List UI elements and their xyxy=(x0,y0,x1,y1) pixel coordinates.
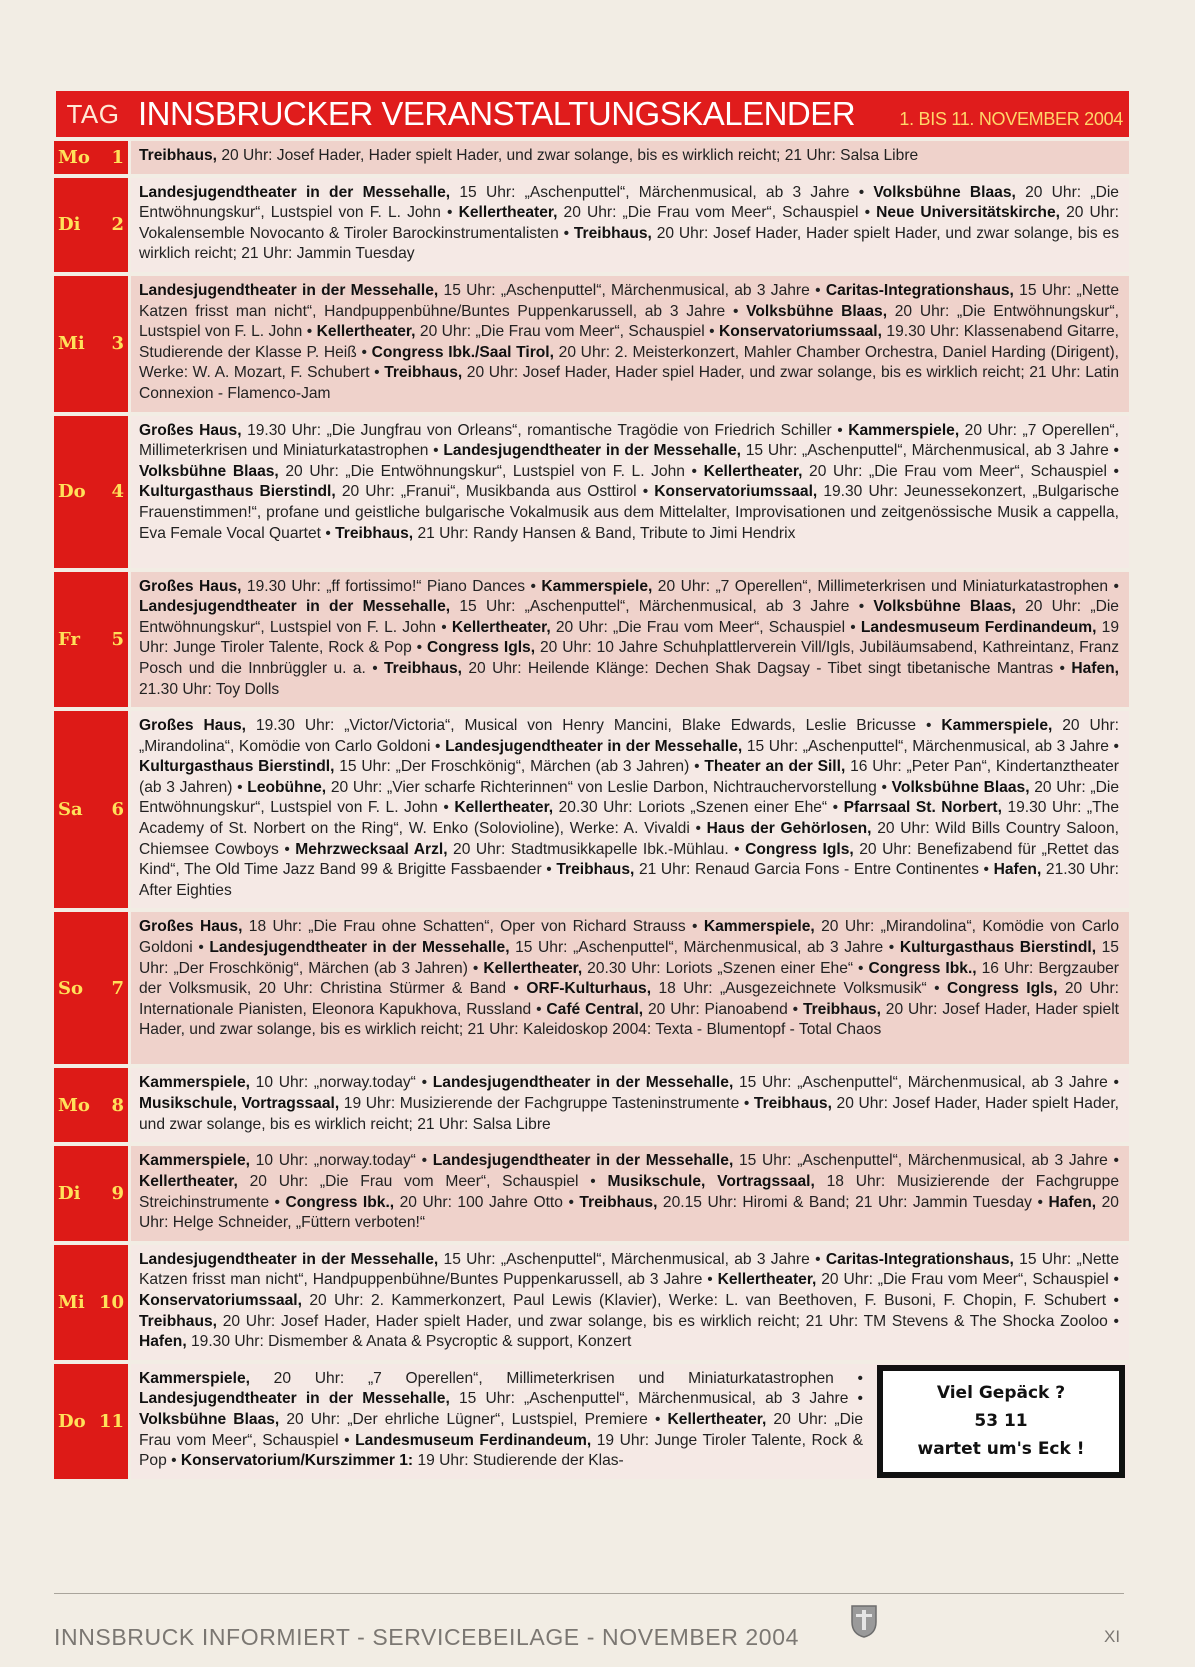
event-venue: Kellertheater, xyxy=(458,204,558,222)
event-details: 21 Uhr: Renaud Garcia Fons - Entre Continentes • xyxy=(634,861,994,879)
event-details: 19 Uhr: Junge Tiroler Talente, Rock & Pop • xyxy=(139,618,1120,657)
event-details: 20 Uhr: „Die Entwöhnungskur“, Lustspiel von F. L. John • xyxy=(139,598,1119,636)
day-label xyxy=(54,912,128,1064)
event-venue: Musikschule, Vortragssaal, xyxy=(607,1173,815,1191)
event-details: 15 Uhr: „Nette Katzen frisst man nicht“, Handpuppenbühne/Buntes Puppenkarussell, ab 3 Jahre • xyxy=(139,1250,1119,1289)
day-label xyxy=(54,141,128,174)
event-venue: Hafen, xyxy=(139,1333,187,1351)
event-details: 15 Uhr: „Nette Katzen frisst man nicht“, Handpuppenbühne/Buntes Puppenkarussell, ab 3 Jahre • xyxy=(139,281,1119,320)
weekday: Mi xyxy=(58,333,85,355)
event-details: 20 Uhr: „7 Operellen“, Millimeterkrisen und Miniaturkatastrophen • xyxy=(139,421,1120,460)
event-venue: ORF-Kulturhaus, xyxy=(526,980,652,998)
day-events xyxy=(131,711,1129,908)
calendar-rows xyxy=(54,137,1129,1479)
event-details: 20 Uhr: „Die Entwöhnungskur“, Lustspiel von F. L. John • xyxy=(139,778,1119,817)
event-venue: Landesjugendtheater in der Messehalle, xyxy=(432,1074,734,1092)
day-events xyxy=(131,1146,1129,1240)
event-venue: Landesjugendtheater in der Messehalle, xyxy=(139,183,451,201)
day-label xyxy=(54,178,128,272)
day-label xyxy=(54,1364,128,1479)
event-venue: Landesjugendtheater in der Messehalle, xyxy=(139,281,439,299)
event-venue: Café Central, xyxy=(546,1000,644,1018)
event-details: 19 Uhr: Studierende der Klas- xyxy=(413,1452,624,1470)
event-venue: Großes Haus, xyxy=(139,717,246,735)
event-details: 15 Uhr: „Aschenputtel“, Märchenmusical, ab 3 Jahre • xyxy=(733,1152,1120,1170)
day-row xyxy=(54,572,1129,708)
event-venue: Caritas-Integrationshaus, xyxy=(825,281,1014,299)
events-text xyxy=(139,1369,877,1472)
date-range: 1. BIS 11. NOVEMBER 2004 xyxy=(899,108,1123,129)
event-details: 15 Uhr: „Aschenputtel“, Märchenmusical, ab 3 Jahre • xyxy=(450,183,874,201)
event-venue: Hafen, xyxy=(1071,659,1120,677)
event-details: 20 Uhr: „Die Entwöhnungskur“, Lustspiel von F. L. John • xyxy=(278,462,704,480)
event-venue: Kellertheater, xyxy=(717,1271,817,1289)
event-venue: Kulturgasthaus Bierstindl, xyxy=(139,483,336,501)
event-details: 15 Uhr: „Aschenputtel“, Märchenmusical, ab 3 Jahre • xyxy=(450,598,874,616)
ad-line2: 53 11 xyxy=(974,1411,1028,1432)
event-details: 15 Uhr: „Der Froschkönig“, Märchen (ab 3 Jahren) • xyxy=(334,758,705,776)
event-details: 20 Uhr: Heilende Klänge: Dechen Shak Dagsay - Tibet singt tibetanische Mantras • xyxy=(462,659,1072,677)
event-details: 20 Uhr: 100 Jahre Otto • xyxy=(394,1193,580,1211)
event-venue: Kellertheater, xyxy=(667,1410,767,1428)
day-number: 1 xyxy=(111,146,124,168)
event-venue: Konservatoriumssaal, xyxy=(719,323,882,341)
event-details: 20 Uhr: 2. Kammerkonzert, Paul Lewis (Klavier), Werke: L. van Beethoven, F. Busoni, F. Chopin, F. Schubert • xyxy=(301,1292,1119,1309)
event-details: 20 Uhr: Helge Schneider, „Füttern verboten!“ xyxy=(139,1193,1119,1232)
day-label xyxy=(54,572,128,708)
day-label xyxy=(54,1245,128,1360)
event-details: 15 Uhr: „Aschenputtel“, Märchenmusical, ab 3 Jahre • xyxy=(509,939,900,957)
day-events xyxy=(131,1245,1129,1360)
event-details: 20.15 Uhr: Hiromi & Band; 21 Uhr: Jammin Tuesday • xyxy=(657,1193,1049,1211)
event-venue: Congress Igls, xyxy=(745,840,854,858)
event-venue: Kellertheater, xyxy=(451,618,551,636)
event-venue: Kammerspiele, xyxy=(139,1074,250,1092)
city-crest-icon xyxy=(850,1604,878,1638)
event-details: 20 Uhr: Pianoabend • xyxy=(643,1000,803,1018)
footer-divider xyxy=(54,1593,1124,1594)
day-label xyxy=(54,711,128,908)
event-details: 20 Uhr: Wild Bills Country Saloon, Chiemsee Cowboys • xyxy=(139,820,1119,858)
event-details: 20 Uhr: Benefizabend für „Rettet das Kind“, The Old Time Jazz Band 99 & Brigitte Fassbaender • xyxy=(139,840,1120,879)
event-venue: Caritas-Integrationshaus, xyxy=(825,1250,1014,1268)
event-venue: Treibhaus, xyxy=(335,524,414,542)
day-row xyxy=(54,1364,1129,1479)
event-venue: Volksbühne Blaas, xyxy=(746,302,888,320)
event-venue: Neue Universitätskirche, xyxy=(876,204,1060,222)
event-details: 15 Uhr: „Aschenputtel“, Märchenmusical, ab 3 Jahre • xyxy=(449,1390,863,1408)
event-details: 20 Uhr: Josef Hader, Hader spielt Hader, und zwar solange, bis es wirklich reicht; 21 Uhr: Jammin Tuesday xyxy=(139,224,1119,263)
event-venue: Landesjugendtheater in der Messehalle, xyxy=(139,1250,439,1268)
day-events xyxy=(131,276,1129,412)
day-row xyxy=(54,1068,1129,1142)
day-row xyxy=(54,178,1129,272)
event-details: 21 Uhr: Randy Hansen & Band, Tribute to Jimi Hendrix xyxy=(413,524,796,542)
day-number: 7 xyxy=(111,977,124,999)
event-venue: Treibhaus, xyxy=(139,147,217,164)
event-details: 21.30 Uhr: Toy Dolls xyxy=(139,680,280,698)
event-details: 19.30 Uhr: Dismember & Anata & Psycroptic & support, Konzert xyxy=(186,1333,632,1351)
footer-text: INNSBRUCK INFORMIERT - SERVICEBEILAGE - NOVEMBER 2004 xyxy=(54,1624,799,1650)
event-venue: Mehrzwecksaal Arzl, xyxy=(295,840,448,858)
day-number: 5 xyxy=(111,628,124,650)
event-venue: Treibhaus, xyxy=(579,1193,658,1211)
day-events xyxy=(131,912,1129,1064)
event-details: 15 Uhr: „Aschenputtel“, Märchenmusical, ab 3 Jahre • xyxy=(733,1074,1120,1092)
event-details: 20 Uhr: „Die Entwöhnungskur“, Lustspiel von F. L. John • xyxy=(139,302,1119,341)
event-venue: Congress Ibk., xyxy=(868,959,977,977)
weekday: Do xyxy=(58,1410,86,1432)
day-events xyxy=(131,1068,1129,1142)
event-venue: Leobühne, xyxy=(247,778,327,796)
event-venue: Kammerspiele, xyxy=(941,717,1053,735)
tag-column-label: TAG xyxy=(66,98,120,129)
event-details: 19.30 Uhr: „Die Jungfrau von Orleans“, romantische Tragödie von Friedrich Schiller • xyxy=(241,421,849,439)
advertisement-box xyxy=(877,1365,1125,1478)
event-venue: Landesmuseum Ferdinandeum, xyxy=(860,618,1097,636)
event-venue: Landesmuseum Ferdinandeum, xyxy=(355,1431,592,1449)
day-row xyxy=(54,276,1129,412)
event-details: 15 Uhr: „Der Froschkönig“, Märchen (ab 3 Jahren) • xyxy=(139,939,1119,977)
event-venue: Kammerspiele, xyxy=(848,421,960,439)
day-number: 6 xyxy=(111,799,124,821)
event-details: 19 Uhr: Musizierende der Fachgruppe Tasteninstrumente • xyxy=(339,1095,754,1113)
weekday: Mi xyxy=(58,1291,85,1313)
event-details: 20 Uhr: „7 Operellen“, Millimeterkrisen und Miniaturkatastrophen • xyxy=(652,577,1119,595)
event-venue: Treibhaus, xyxy=(384,659,463,677)
event-venue: Kellertheater, xyxy=(454,799,554,817)
event-venue: Landesjugendtheater in der Messehalle, xyxy=(209,939,510,957)
event-venue: Kellertheater, xyxy=(483,959,583,977)
event-venue: Congress Ibk., xyxy=(285,1193,395,1211)
event-venue: Großes Haus, xyxy=(139,421,242,439)
day-label xyxy=(54,1146,128,1240)
event-details: 20 Uhr: Josef Hader, Hader spiel Hader, und zwar solange, bis es wirklich reicht; 21 Uhr: Latin Connexion - Flamenco-Jam xyxy=(139,364,1120,402)
event-venue: Volksbühne Blaas, xyxy=(139,462,279,480)
weekday: Sa xyxy=(58,799,83,821)
day-row xyxy=(54,141,1129,174)
event-details: 20 Uhr: Josef Hader, Hader spielt Hader, und zwar solange, bis es wirklich reicht; 21 Uhr: TM Stevens & The Shocka Zooloo • xyxy=(217,1312,1119,1330)
event-details: 20 Uhr: „Mirandolina“, Komödie von Carlo Goldoni • xyxy=(139,918,1119,957)
event-details: 20 Uhr: Josef Hader, Hader spielt Hader, und zwar solange, bis es wirklich reicht; 21 Uhr: Kaleidoskop 2004: Texta - Blumentopf - Total Chaos xyxy=(139,1000,1119,1039)
event-details: 20 Uhr: „Die Frau vom Meer“, Schauspiel • xyxy=(415,323,720,341)
event-venue: Landesjugendtheater in der Messehalle, xyxy=(432,1152,734,1170)
event-details: 18 Uhr: „Die Frau ohne Schatten“, Oper von Richard Strauss • xyxy=(242,918,704,936)
day-row xyxy=(54,1146,1129,1240)
day-label xyxy=(54,416,128,568)
event-venue: Treibhaus, xyxy=(384,364,463,382)
event-details: 19.30 Uhr: Jeunessekonzert, „Bulgarische Frauenstimmen!“, profane und geistliche bulgarische Vokalmusik aus dem Mittelalter, Improvisationen und zeitgenössische Musik a cappella, Eva Female Vocal Quartet • xyxy=(139,483,1119,542)
day-row xyxy=(54,416,1129,568)
weekday: So xyxy=(58,977,84,999)
event-details: 20 Uhr: „Franui“, Musikbanda aus Osttirol • xyxy=(335,483,655,501)
event-venue: Kellertheater, xyxy=(703,462,803,480)
day-number: 9 xyxy=(111,1183,124,1205)
event-details: 20 Uhr: 2. Meisterkonzert, Mahler Chamber Orchestra, Daniel Harding (Dirigent), Werke: W. A. Mozart, F. Schubert • xyxy=(139,343,1119,382)
day-events xyxy=(131,1364,1129,1479)
event-details: 20 Uhr: Internationale Pianisten, Eleonora Kapukhova, Russland • xyxy=(139,980,1119,1018)
event-venue: Theater an der Sill, xyxy=(704,758,846,776)
event-venue: Konservatoriumssaal, xyxy=(654,483,818,501)
event-details: 20 Uhr: „Die Frau vom Meer“, Schauspiel • xyxy=(816,1271,1119,1289)
calendar-title: INNSBRUCKER VERANSTALTUNGSKALENDER xyxy=(138,95,856,132)
event-venue: Treibhaus, xyxy=(573,224,652,242)
event-details: 20 Uhr: Josef Hader, Hader spielt Hader, und zwar solange, bis es wirklich reicht; 21 Uhr: Salsa Libre xyxy=(139,1095,1119,1133)
event-venue: Kellertheater, xyxy=(139,1173,238,1191)
event-venue: Musikschule, Vortragssaal, xyxy=(139,1095,340,1113)
event-venue: Volksbühne Blaas, xyxy=(139,1410,280,1428)
event-venue: Congress Igls, xyxy=(427,639,536,657)
event-venue: Volksbühne Blaas, xyxy=(891,778,1030,796)
event-venue: Haus der Gehörlosen, xyxy=(706,820,872,838)
day-events xyxy=(131,416,1129,568)
day-number: 2 xyxy=(111,214,124,236)
event-details: 20 Uhr: „Die Frau vom Meer“, Schauspiel • xyxy=(550,618,861,636)
weekday: Do xyxy=(58,481,86,503)
event-venue: Treibhaus, xyxy=(139,1312,217,1330)
day-number: 4 xyxy=(111,481,124,503)
ad-line3: wartet um's Eck ! xyxy=(917,1439,1085,1460)
event-details: 15 Uhr: „Aschenputtel“, Märchenmusical, ab 3 Jahre • xyxy=(438,281,826,299)
event-details: 16 Uhr: Bergzauber der Volksmusik, 20 Uhr: Christina Stürmer & Band • xyxy=(139,959,1119,998)
event-details: 18 Uhr: Musizierende der Fachgruppe Streichinstrumente • xyxy=(139,1173,1119,1211)
calendar-header xyxy=(56,91,1129,137)
event-details: 19 Uhr: Junge Tiroler Talente, Rock & Pop • xyxy=(139,1431,863,1470)
event-venue: Treibhaus, xyxy=(556,861,635,879)
day-number: 10 xyxy=(98,1291,124,1313)
event-venue: Hafen, xyxy=(993,861,1042,879)
day-row xyxy=(54,1245,1129,1360)
event-details: 20.30 Uhr: Loriots „Szenen einer Ehe“ • xyxy=(582,959,869,977)
event-details: 20 Uhr: „Der ehrliche Lügner“, Lustspiel, Premiere • xyxy=(279,1410,668,1428)
event-venue: Konservatorium/Kurszimmer 1: xyxy=(180,1452,414,1470)
day-number: 11 xyxy=(98,1410,124,1432)
event-details: 20 Uhr: „Die Frau vom Meer“, Schauspiel • xyxy=(139,1410,863,1449)
weekday: Fr xyxy=(58,628,80,650)
event-venue: Congress Igls, xyxy=(946,980,1058,998)
event-venue: Volksbühne Blaas, xyxy=(873,183,1016,201)
event-venue: Landesjugendtheater in der Messehalle, xyxy=(443,442,741,460)
weekday: Mo xyxy=(58,1094,90,1116)
event-venue: Kulturgasthaus Bierstindl, xyxy=(899,939,1097,957)
event-details: 15 Uhr: „Aschenputtel“, Märchenmusical, ab 3 Jahre • xyxy=(741,442,1119,460)
event-details: 20 Uhr: „Die Frau vom Meer“, Schauspiel • xyxy=(557,204,877,222)
event-venue: Pfarrsaal St. Norbert, xyxy=(843,799,1002,817)
event-details: 20 Uhr: „Die Frau vom Meer“, Schauspiel • xyxy=(802,462,1119,480)
event-details: 10 Uhr: „norway.today“ • xyxy=(249,1152,433,1170)
day-events xyxy=(131,572,1129,708)
event-details: 20 Uhr: „Vier scharfe Richterinnen“ von Leslie Darbon, Nichtrauchervorstellung • xyxy=(326,778,892,796)
event-venue: Volksbühne Blaas, xyxy=(873,598,1016,616)
event-venue: Landesjugendtheater in der Messehalle, xyxy=(139,1390,450,1408)
event-details: 20 Uhr: „Mirandolina“, Komödie von Carlo Goldoni • xyxy=(139,717,1119,755)
event-venue: Kellertheater, xyxy=(316,323,416,341)
event-venue: Großes Haus, xyxy=(139,577,242,595)
event-details: 20.30 Uhr: Loriots „Szenen einer Ehe“ • xyxy=(553,799,844,817)
day-events xyxy=(131,141,1129,174)
event-details: 10 Uhr: „norway.today“ • xyxy=(249,1074,433,1092)
weekday: Di xyxy=(58,214,81,236)
event-venue: Kammerspiele, xyxy=(541,577,653,595)
event-details: 20 Uhr: „Die Frau vom Meer“, Schauspiel • xyxy=(237,1173,608,1191)
event-details: 16 Uhr: „Peter Pan“, Kindertanztheater (ab 3 Jahren) • xyxy=(139,758,1120,796)
page-number: XI xyxy=(1104,1627,1121,1646)
event-details: 21.30 Uhr: After Eighties xyxy=(139,861,1119,899)
weekday: Mo xyxy=(58,146,90,168)
day-number: 8 xyxy=(111,1094,124,1116)
day-events xyxy=(131,178,1129,272)
event-venue: Kammerspiele, xyxy=(139,1369,250,1387)
event-details: 15 Uhr: „Aschenputtel“, Märchenmusical, ab 3 Jahre • xyxy=(438,1250,826,1268)
event-details: 20 Uhr: Josef Hader, Hader spielt Hader, und zwar solange, bis es wirklich reicht; 21 Uhr: Salsa Libre xyxy=(217,147,919,164)
event-details: 19.30 Uhr: „Victor/Victoria“, Musical von Henry Mancini, Blake Edwards, Leslie Bricusse • xyxy=(245,717,942,735)
event-details: 15 Uhr: „Aschenputtel“, Märchenmusical, ab 3 Jahre • xyxy=(742,737,1119,755)
event-details: 20 Uhr: „Die Entwöhnungskur“, Lustspiel von F. L. John • xyxy=(139,183,1119,222)
event-venue: Kammerspiele, xyxy=(139,1152,250,1170)
event-details: 20 Uhr: Vokalensemble Novocanto & Tiroler Barockinstrumentalisten • xyxy=(139,204,1119,242)
event-venue: Treibhaus, xyxy=(802,1000,881,1018)
event-details: 18 Uhr: „Ausgezeichnete Volksmusik“ • xyxy=(651,980,947,998)
event-details: 19.30 Uhr: Klassenabend Gitarre, Studierende der Klasse P. Heiß • xyxy=(139,323,1119,361)
event-venue: Landesjugendtheater in der Messehalle, xyxy=(139,598,451,616)
event-details: 20 Uhr: 10 Jahre Schuhplattlerverein Vill/Igls, Jubiläumsabend, Kathreintanz, Franz Posch und die Innbrüggler u. a. • xyxy=(139,639,1119,677)
day-row xyxy=(54,711,1129,908)
event-venue: Landesjugendtheater in der Messehalle, xyxy=(445,737,743,755)
ad-line1: Viel Gepäck ? xyxy=(936,1383,1066,1404)
event-venue: Kulturgasthaus Bierstindl, xyxy=(139,758,335,776)
day-row xyxy=(54,912,1129,1064)
day-number: 3 xyxy=(111,333,124,355)
event-details: 20 Uhr: „7 Operellen“, Millimeterkrisen und Miniaturkatastrophen • xyxy=(249,1369,863,1387)
event-venue: Congress Ibk./Saal Tirol, xyxy=(371,343,554,361)
event-venue: Konservatoriumssaal, xyxy=(139,1292,302,1309)
event-details: 19.30 Uhr: „ff fortissimo!“ Piano Dances • xyxy=(241,577,542,595)
event-details: 20 Uhr: Stadtmusikkapelle Ibk.-Mühlau. • xyxy=(447,840,746,858)
weekday: Di xyxy=(58,1183,81,1205)
event-venue: Großes Haus, xyxy=(139,918,243,936)
day-label xyxy=(54,276,128,412)
event-venue: Kammerspiele, xyxy=(703,918,815,936)
day-label xyxy=(54,1068,128,1142)
event-venue: Treibhaus, xyxy=(753,1095,832,1113)
event-details: 19.30 Uhr: „The Academy of St. Norbert on the Ring“, W. Enko (Solovioline), Werke: A. Vivaldi • xyxy=(139,799,1119,838)
event-venue: Hafen, xyxy=(1048,1193,1097,1211)
